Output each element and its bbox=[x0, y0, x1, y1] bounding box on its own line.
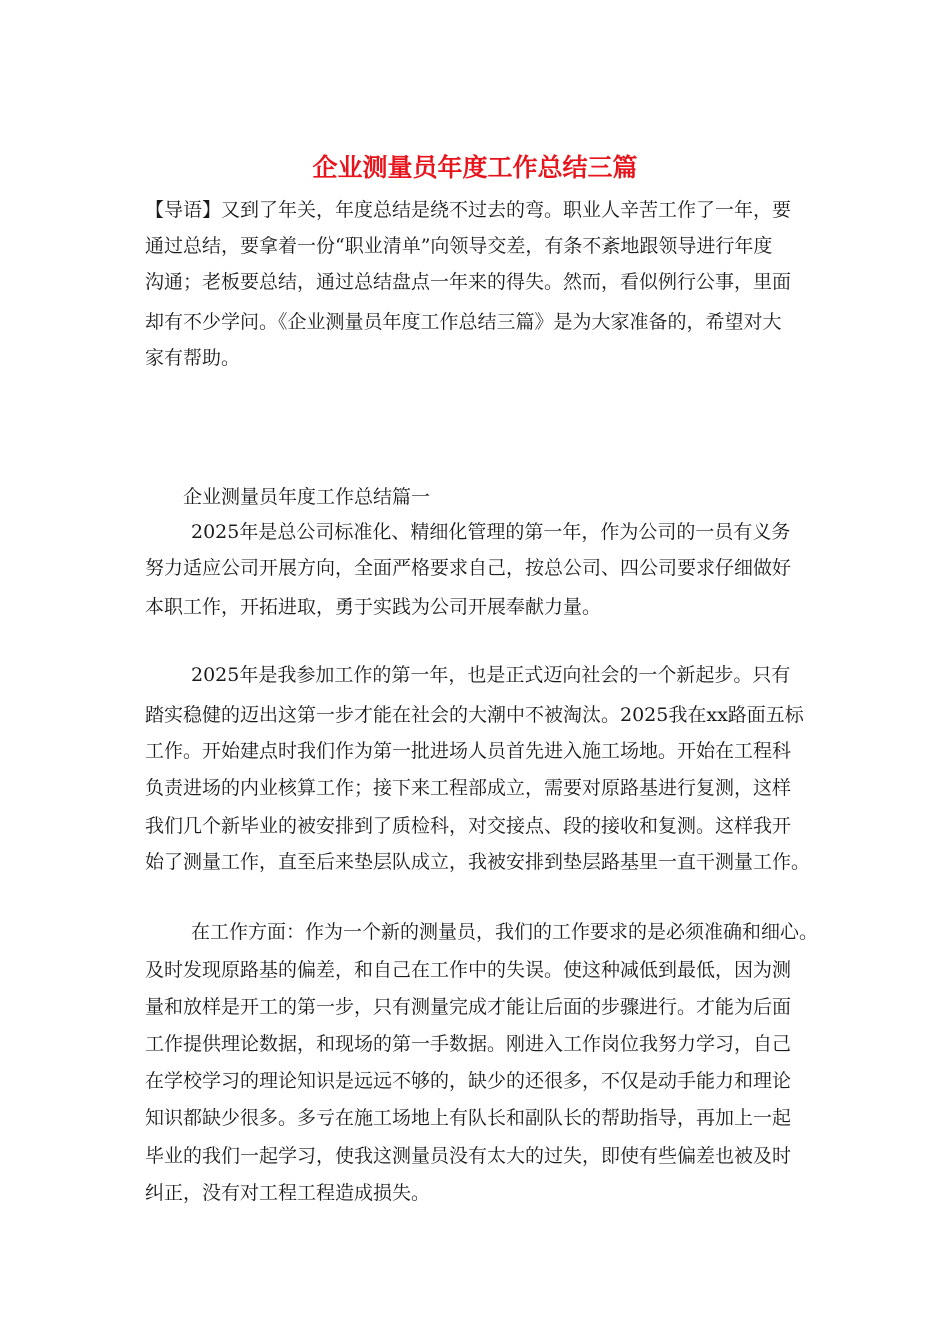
paragraph-line: 毕业的我们一起学习，使我这测量员没有太大的过失，即使有些偏差也被及时 bbox=[145, 1145, 792, 1167]
paragraph-line: 2025年是我参加工作的第一年，也是正式迈向社会的一个新起步。只有 bbox=[191, 664, 791, 686]
intro-line: 却有不少学问。《企业测量员年度工作总结三篇》是为大家准备的，希望对大 bbox=[145, 311, 782, 333]
paragraph-line: 工作提供理论数据，和现场的第一手数据。刚进入工作岗位我努力学习，自己 bbox=[145, 1033, 792, 1055]
paragraph-line: 及时发现原路基的偏差，和自己在工作中的失误。使这种减低到最低，因为测 bbox=[145, 959, 792, 981]
paragraph-line: 工作。开始建点时我们作为第一批进场人员首先进入施工场地。开始在工程科 bbox=[145, 740, 792, 762]
intro-line: 通过总结，要拿着一份“职业清单”向领导交差，有条不紊地跟领导进行年度 bbox=[145, 235, 773, 257]
paragraph-line: 本职工作，开拓进取，勇于实践为公司开展奉献力量。 bbox=[145, 596, 602, 618]
section-heading: 企业测量员年度工作总结篇一 bbox=[183, 486, 431, 508]
paragraph-line: 努力适应公司开展方向，全面严格要求自己，按总公司、四公司要求仔细做好 bbox=[145, 557, 792, 579]
intro-line: 【导语】又到了年关，年度总结是绕不过去的弯。职业人辛苦工作了一年，要 bbox=[145, 199, 792, 221]
paragraph-line: 我们几个新毕业的被安排到了质检科，对交接点、段的接收和复测。这样我开 bbox=[145, 815, 792, 837]
intro-line: 沟通；老板要总结，通过总结盘点一年来的得失。然而，看似例行公事，里面 bbox=[145, 271, 792, 293]
paragraph-line: 2025年是总公司标准化、精细化管理的第一年，作为公司的一员有义务 bbox=[191, 521, 791, 543]
intro-line: 家有帮助。 bbox=[145, 347, 241, 369]
paragraph-line: 在学校学习的理论知识是远远不够的，缺少的还很多，不仅是动手能力和理论 bbox=[145, 1070, 792, 1092]
page-title: 企业测量员年度工作总结三篇 bbox=[312, 153, 638, 182]
paragraph-line: 量和放样是开工的第一步，只有测量完成才能让后面的步骤进行。才能为后面 bbox=[145, 996, 792, 1018]
paragraph-line: 在工作方面：作为一个新的测量员，我们的工作要求的是必须准确和细心。 bbox=[191, 921, 819, 943]
paragraph-line: 踏实稳健的迈出这第一步才能在社会的大潮中不被淘汰。2025我在xx路面五标 bbox=[145, 704, 804, 726]
paragraph-line: 负责进场的内业核算工作；接下来工程部成立，需要对原路基进行复测，这样 bbox=[145, 777, 792, 799]
paragraph-line: 纠正，没有对工程工程造成损失。 bbox=[145, 1182, 431, 1204]
paragraph-line: 知识都缺少很多。多亏在施工场地上有队长和副队长的帮助指导，再加上一起 bbox=[145, 1107, 792, 1129]
paragraph-line: 始了测量工作，直至后来垫层队成立，我被安排到垫层路基里一直干测量工作。 bbox=[145, 851, 811, 873]
